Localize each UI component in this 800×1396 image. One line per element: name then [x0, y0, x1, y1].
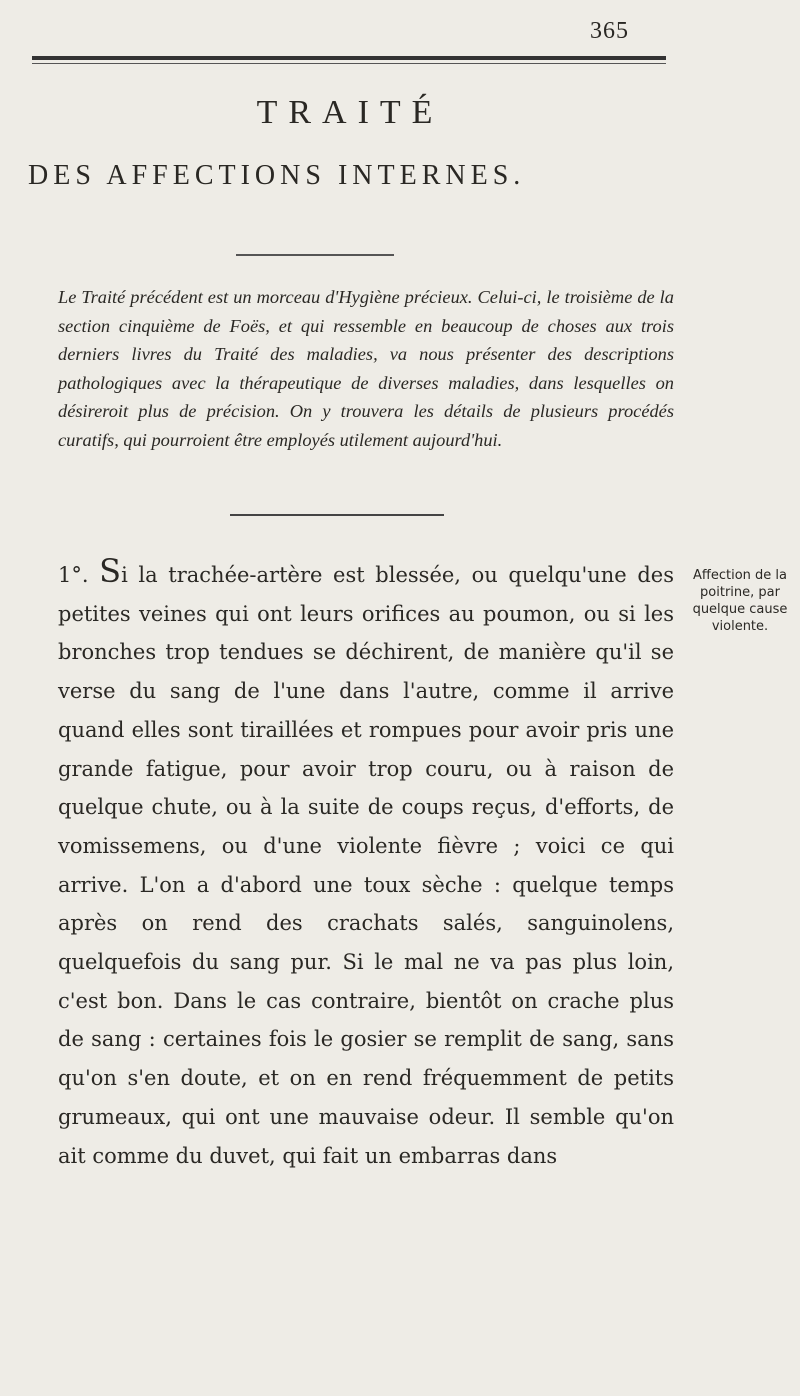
margin-note: Affection de la poitrine, par quelque cause violente. [692, 568, 788, 634]
body-paragraph [58, 552, 674, 1175]
section-divider [230, 514, 444, 516]
page-subtitle: DES AFFECTIONS INTERNES. [28, 160, 526, 191]
header-rule [32, 56, 666, 60]
page-number: 365 [590, 18, 629, 44]
page-title: TRAITÉ [256, 94, 444, 131]
intro-paragraph: Le Traité précédent est un morceau d'Hygiène précieux. Celui-ci, le troisième de la section cinquième de Foës, et qui ressemble en beaucoup de choses aux trois derniers livres du Traité des maladies, va nous présenter des descriptions pathologiques avec la thérapeutique de diverses maladies, dans lesquelles on désireroit plus de précision. On y trouvera les détails de plusieurs procédés curatifs, qui pourroient être employés utilement aujourd'hui. [58, 287, 674, 450]
paragraph-number: 1°. [58, 563, 89, 587]
title-divider [236, 254, 394, 256]
header-rule-thin [32, 63, 666, 64]
paragraph-text: i la trachée-artère est blessée, ou quelqu'une des petites veines qui ont leurs orifices au poumon, ou si les bronches trop tendues se déchirent, de manière qu'il se verse du sang de l'une dans l'autre, comme il arrive quand elles sont tiraillées et rompues pour avoir pris une grande fatigue, pour avoir trop couru, ou à raison de quelque chute, ou à la suite de coups reçus, d'efforts, de vomissemens, ou d'une violente fièvre ; voici ce qui arrive. L'on a d'abord une toux sèche : quelque temps après on rend des crachats salés, sanguinolens, quelquefois du sang pur. Si le mal ne va pas plus loin, c'est bon. Dans le cas contraire, bientôt on crache plus de sang : certaines fois le gosier se remplit de sang, sans qu'on s'en doute, et on en rend fréquemment de petits grumeaux, qui ont une mauvaise odeur. Il semble qu'on ait comme du duvet, qui fait un embarras dans [58, 563, 674, 1168]
drop-initial: S [99, 552, 122, 590]
